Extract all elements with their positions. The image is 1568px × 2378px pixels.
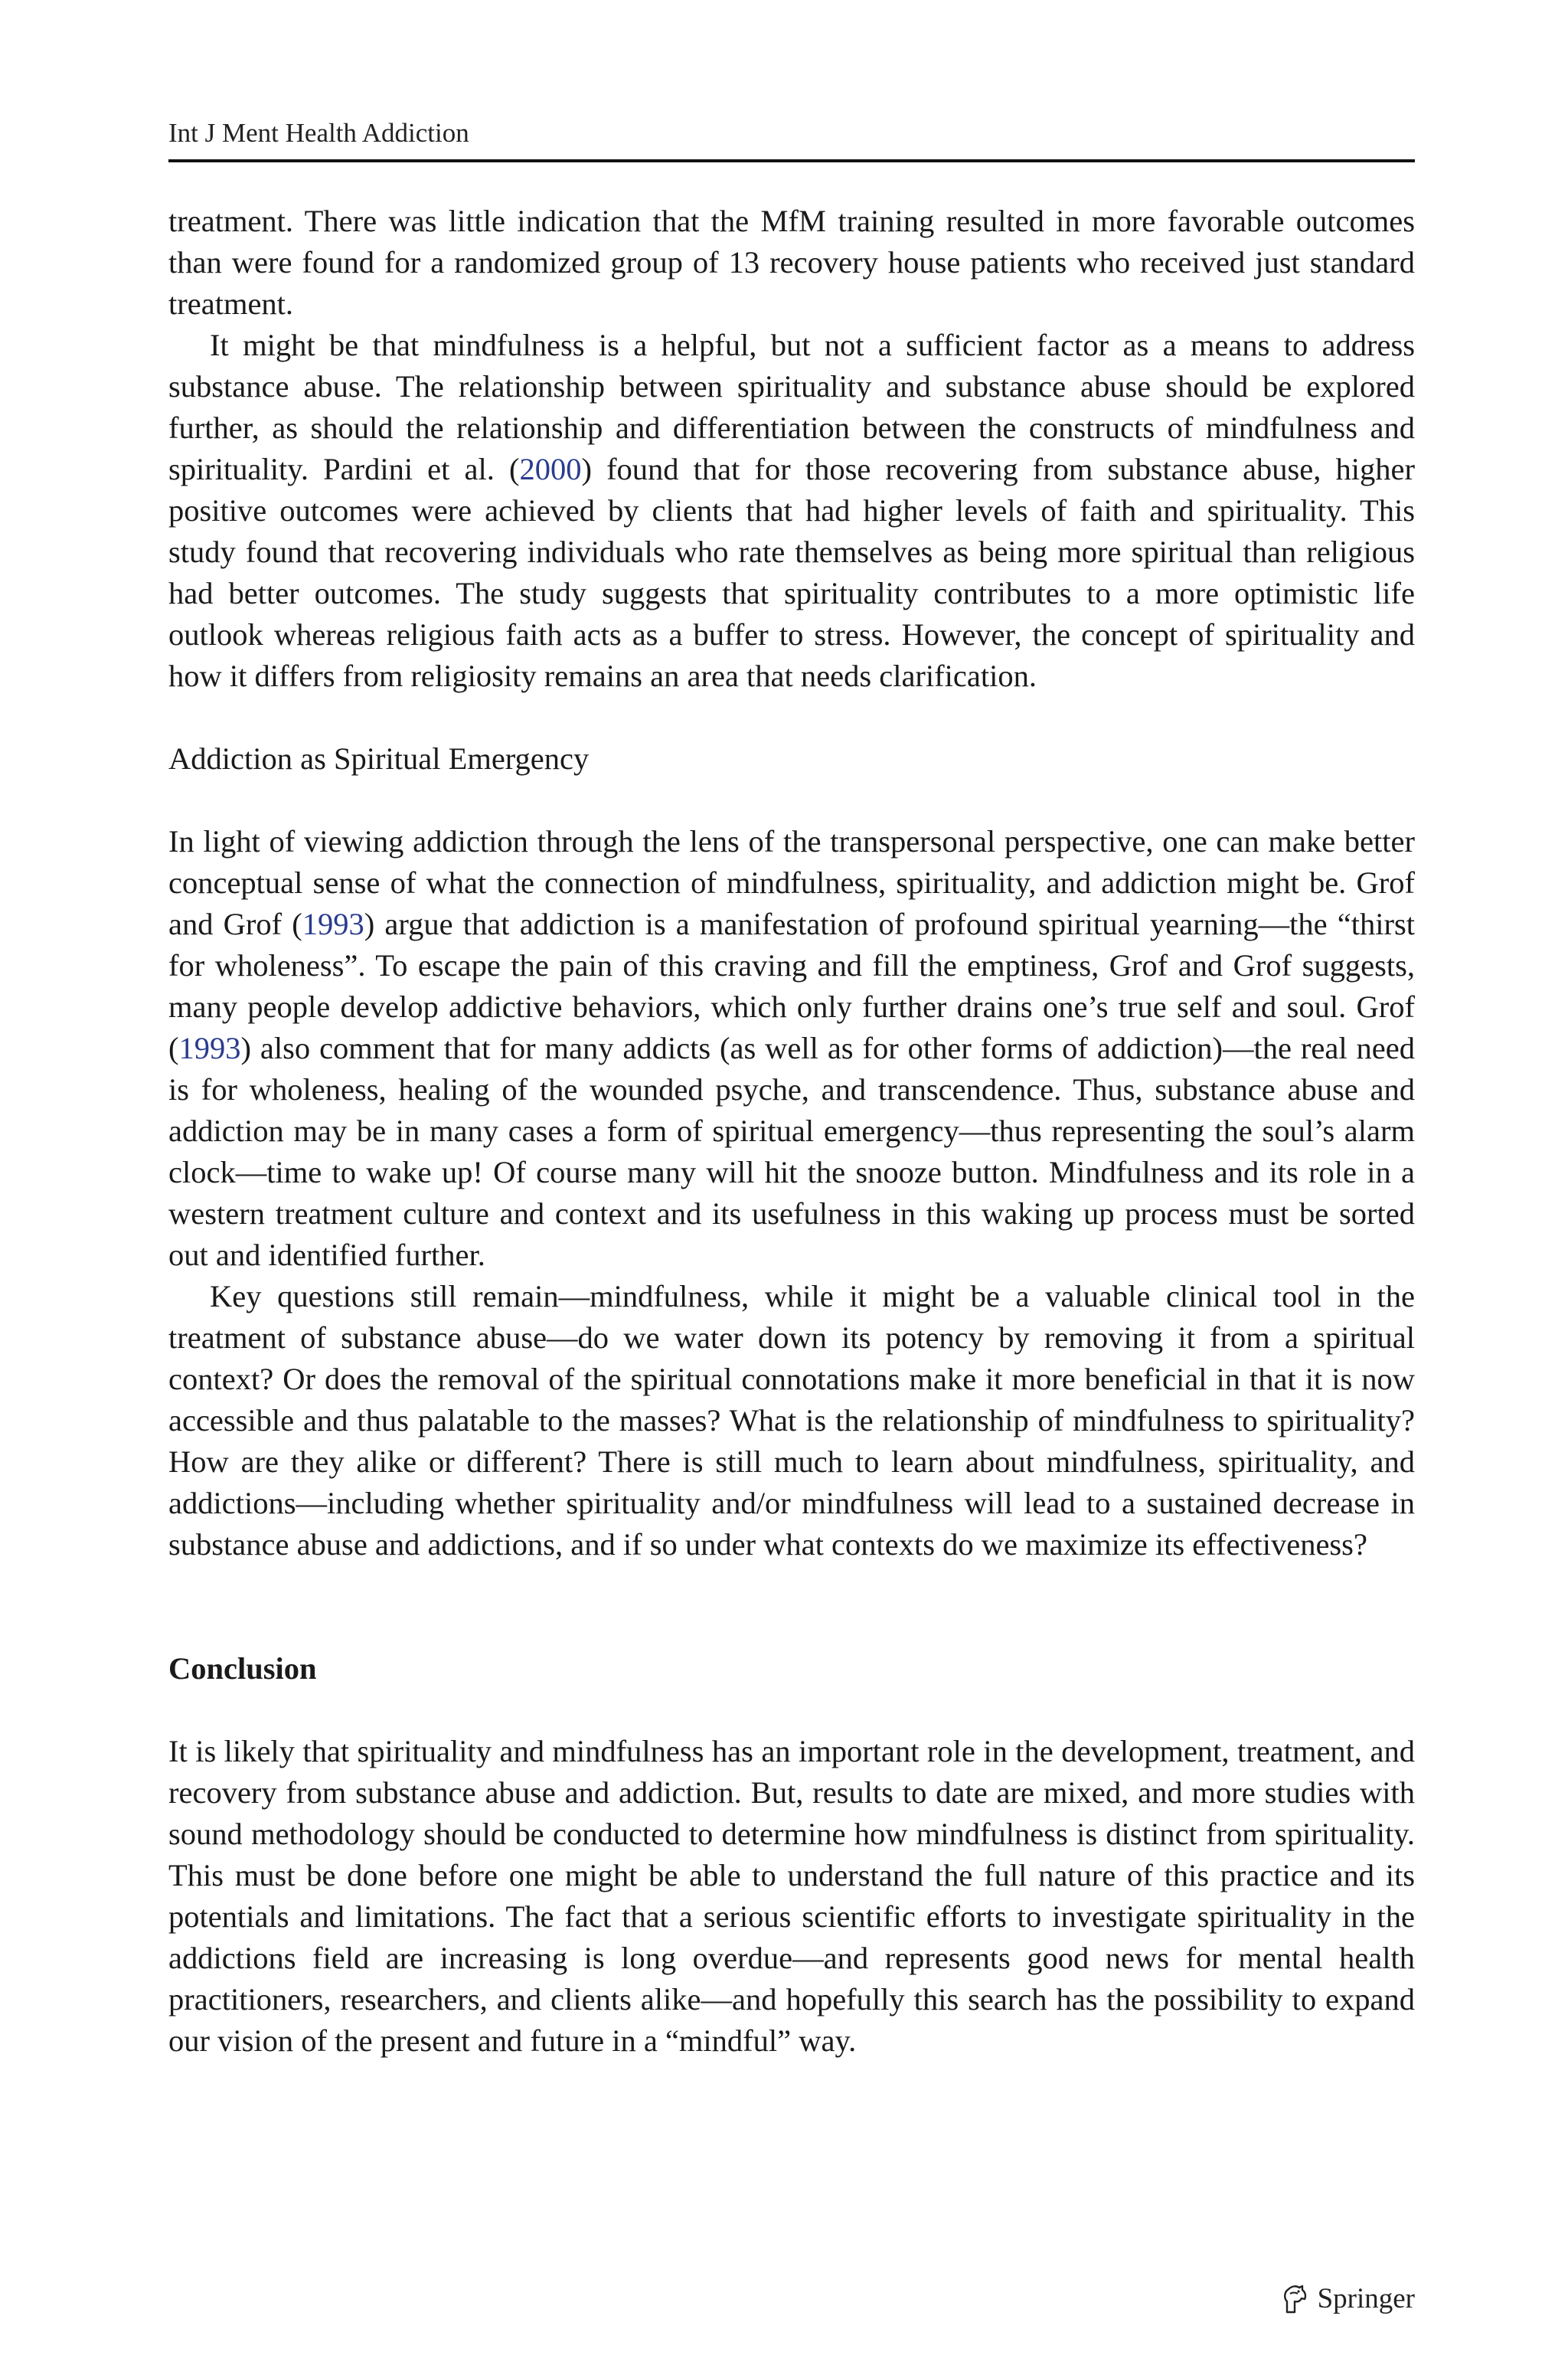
section-heading-conclusion: Conclusion (168, 1651, 317, 1686)
paragraph-text: Key questions still remain—mindfulness, while it might be a valuable clinical tool in the treatment of substance abuse—do we water down its potency by removing it from a spiritual context? Or does the removal of the spiritual connotations make it more beneficial in that it is now accessible and thus palatable to the masses? What is the relationship of mindfulness to spirituality? How are they alike or different? There is still much to learn about mindfulness, spirituality, and addictions—including whether spirituality and/or mindfulness will lead to a sustained decrease in substance abuse and addictions, and if so under what contexts do we maximize its effectiveness? (168, 1279, 1415, 1562)
paragraph-text: It is likely that spirituality and mindfulness has an important role in the development, treatment, and recovery from substance abuse and addiction. But, results to date are mixed, and more studies with sound methodology should be conducted to determine how mindfulness is distinct from spirituality. This must be done before one might be able to understand the full nature of this practice and its potentials and limitations. The fact that a serious scientific efforts to investigate spirituality in the addictions field are increasing is long overdue—and represents good news for mental health practitioners, researchers, and clients alike—and hopefully this search has the possibility to expand our vision of the present and future in a “mindful” way. (168, 1734, 1415, 2058)
paragraph-text: In light of viewing addiction through the lens of the transpersonal perspective, one can make better conceptual sense of what the connection of mindfulness, spirituality, and addiction might be. Grof and Grof ( (168, 824, 1415, 941)
paragraph-transpersonal-perspective (168, 821, 1415, 1276)
header-rule (168, 159, 1415, 162)
publisher-name: Springer (1317, 2283, 1415, 2314)
paragraph-text: ) argue that addiction is a manifestation of profound spiritual yearning—the “thirst for wholeness”. To escape the pain of this craving and fill the emptiness, Grof and Grof suggests, many people develop addictive behaviors, which only further drains one’s true self and soul. Grof ( (168, 907, 1416, 1065)
citation-link-grof-1993[interactable]: 1993 (302, 907, 364, 941)
citation-link-pardini-2000[interactable]: 2000 (519, 452, 582, 486)
paragraph-text: It might be that mindfulness is a helpful, but not a sufficient factor as a means to address substance abuse. The relationship between spirituality and substance abuse should be explored further, as should the relationship and differentiation between the constructs of mindfulness and spirituality. Pardini et al. ( (168, 328, 1415, 486)
paragraph-text: treatment. There was little indication that the MfM training resulted in more favorable outcomes than were found for a randomized group of 13 recovery house patients who received just standard treatment. (168, 204, 1415, 321)
running-head-journal: Int J Ment Health Addiction (168, 118, 469, 148)
paragraph-text: ) also comment that for many addicts (as well as for other forms of addiction)—the real need is for wholeness, healing of the wounded psyche, and transcendence. Thus, substance abuse and addiction may be in many cases a form of spiritual emergency—thus representing the soul’s alarm clock—time to wake up! Of course many will hit the snooze button. Mindfulness and its role in a western treatment culture and context and its usefulness in this waking up process must be sorted out and identified further. (168, 1031, 1415, 1272)
springer-horse-logo-icon (1279, 2283, 1310, 2315)
paragraph-conclusion (168, 1731, 1415, 2062)
citation-link-grof-1993-second[interactable]: 1993 (178, 1031, 241, 1065)
publisher-logo (1279, 2282, 1415, 2316)
paragraph-treatment-continuation (168, 201, 1415, 325)
paragraph-mindfulness-sufficient (168, 325, 1415, 697)
subsection-heading-addiction-spiritual-emergency: Addiction as Spiritual Emergency (168, 741, 590, 776)
article-body (168, 201, 1415, 2062)
paragraph-text: ) found that for those recovering from substance abuse, higher positive outcomes were achieved by clients that had higher levels of faith and spirituality. This study found that recovering individuals who rate themselves as being more spiritual than religious had better outcomes. The study suggests that spirituality contributes to a more optimistic life outlook whereas religious faith acts as a buffer to stress. However, the concept of spirituality and how it differs from religiosity remains an area that needs clarification. (168, 452, 1415, 693)
paragraph-key-questions (168, 1276, 1415, 1565)
